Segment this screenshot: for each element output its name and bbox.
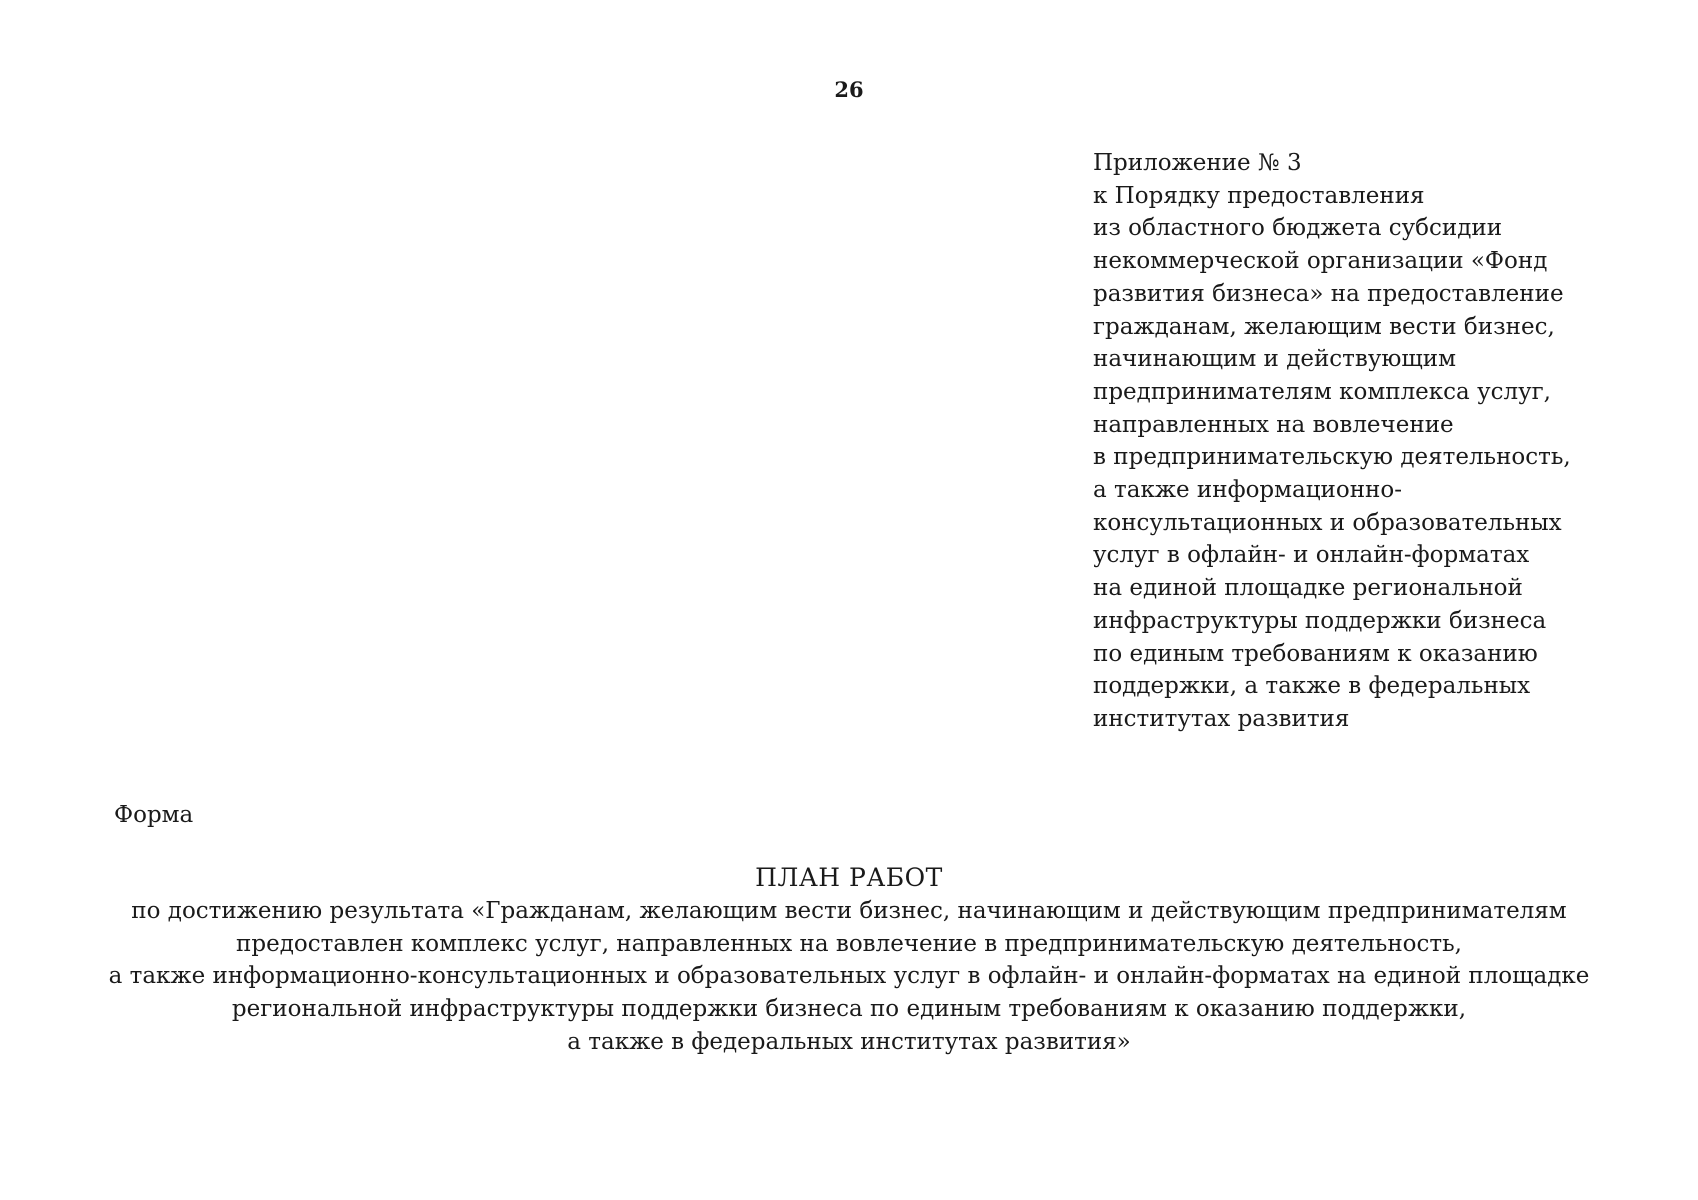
appendix-line: к Порядку предоставления [1093, 182, 1425, 209]
appendix-line: развития бизнеса» на предоставление [1093, 280, 1564, 307]
appendix-line: Приложение № 3 [1093, 150, 1302, 176]
appendix-line: а также информационно- [1093, 477, 1402, 504]
appendix-line: на единой площадке региональной [1093, 575, 1523, 602]
appendix-line: в предпринимательскую деятельность, [1093, 444, 1571, 471]
plan-subtitle-line: предоставлен комплекс услуг, направленных на вовлечение в предпринимательскую деятельность, [236, 930, 1462, 957]
page-number: 26 [834, 77, 864, 102]
plan-title: ПЛАН РАБОТ [755, 863, 943, 892]
appendix-line: гражданам, желающим вести бизнес, [1093, 313, 1555, 340]
form-label: Форма [114, 802, 194, 828]
appendix-line: по единым требованиям к оказанию [1093, 640, 1538, 667]
appendix-header [1093, 147, 1613, 736]
appendix-line: инфраструктуры поддержки бизнеса [1093, 607, 1547, 634]
appendix-line: консультационных и образовательных [1093, 509, 1562, 536]
appendix-line: поддержки, а также в федеральных [1093, 673, 1531, 700]
plan-subtitle-line: а также информационно-консультационных и образовательных услуг в офлайн- и онлайн-форматах на единой площадке [108, 963, 1590, 990]
plan-subtitle [0, 895, 1698, 1059]
appendix-line: из областного бюджета субсидии [1093, 215, 1503, 242]
appendix-line: начинающим и действующим [1093, 346, 1457, 373]
appendix-line: направленных на вовлечение [1093, 411, 1454, 438]
plan-subtitle-line: а также в федеральных институтах развития» [567, 1028, 1131, 1055]
appendix-line: некоммерческой организации «Фонд [1093, 248, 1548, 275]
appendix-line: услуг в офлайн- и онлайн-форматах [1093, 542, 1530, 569]
appendix-line: институтах развития [1093, 705, 1350, 732]
plan-subtitle-line: по достижению результата «Гражданам, желающим вести бизнес, начинающим и действующим предпринимателям [131, 898, 1567, 924]
plan-subtitle-line: региональной инфраструктуры поддержки бизнеса по единым требованиям к оказанию поддержки, [231, 996, 1467, 1023]
appendix-line: предпринимателям комплекса услуг, [1093, 378, 1551, 405]
